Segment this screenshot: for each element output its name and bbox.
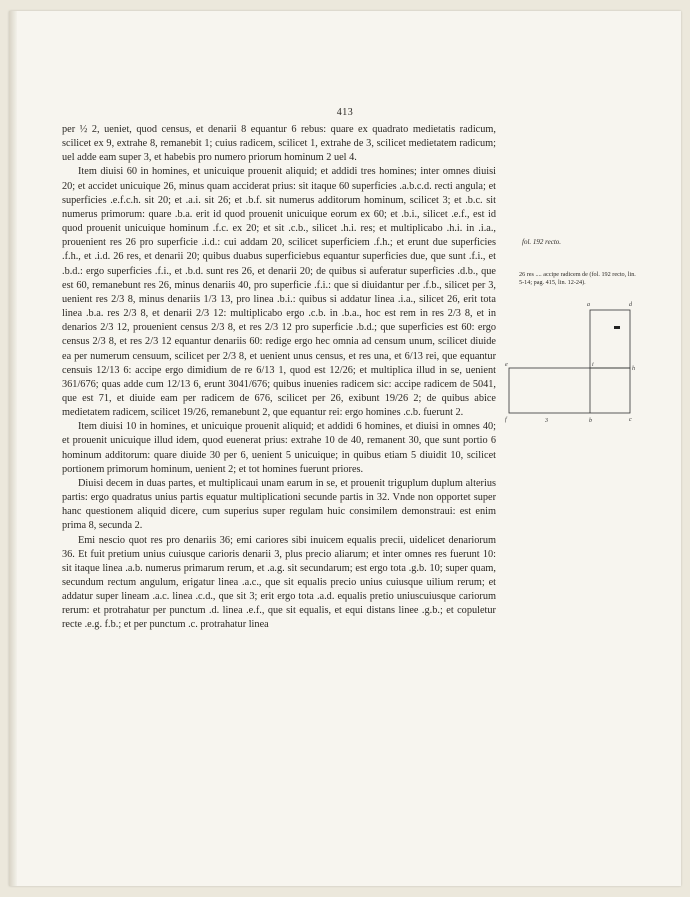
figure-label-three: 3: [545, 418, 548, 424]
margin-folio-reference: fol. 192 recto.: [522, 238, 562, 246]
page-number: 413: [336, 107, 354, 118]
paragraph-2: Item diuisi 60 in homines, et unicuique prouenit aliquid; et addidi tres homines; inter omnes diuisi 20; et accidet unicuique 26, minus quam acciderat prius: sit itaque 60 superficies .a.b.c.d. recti angula; et superficies .e.f.c.h. sit 20; et .a.i. sit 26; et .b.f. sit numerus additorum hominum, scilicet 3; et .b.c. sit numerus primorum: quare .b.a. erit id quod prouenit unicuique eorum ex 60; et .b.i., silicet .e.f., est id quod prouenit unicuique hominum .f.c. ex 20; et sit .c.b., silicet .h.i. res; et multiplicabo .h.i. in .i.a., prouenient res 26 pro superficie .i.d.: cui addam 20, scilicet superficiem .f.h.; et erunt due superficies .f.h., et .i.d. 26 res, et denarii 20; quibus duabus superficiebus equantur superficies due, que sunt .f.i., et .b.d.: ergo superficies .f.i., et .b.d. sunt res 26, et denarii 20; de quibus si auferatur superficies .d.b., que est 60, remanebunt res 26, minus denariis 40, pro superficie .f.i.: que si diuidantur per .f.b., silicet per 3, uenient res 2/3 8, minus denariis 1/3 13, pro linea .b.i.: quibus si addatur linea .i.a., silicet 26, erit tota linea .b.a. res 2/3 8, et denarii 2/3 12: multiplicabo ergo .c.b. in .b.a., hoc est rem in res 2/3 8, et in denarios 2/3 12, prouenient census 2/3 8, et res 2/3 12 pro superficie .b.d.; que superficies est 60: ergo census 2/3 8, et res 2/3 12 equantur denariis 60: redige ergo hec omnia ad censum unum, scilicet diuide ea per numerum censuum, scilicet per 2/3 8, et uenient unus census, et res una, et 6/13 rei, que equantur censuis 12/13 6: accipe ergo dimidium de re 6/13 1, quod est 12/26; et multiplica illud in se, uenient 361/676; quas adde cum 12/13 6, erunt 3041/676; quibus inuenies radicem sic: accipe radicem de 5041, que est 71, et diuide eam per radicem de 676, scilicet per 26, exibunt 19/26 2; de quibus abice medietatem radicem, scilicet 19/26, remanebunt 2, que equantur rei: ergo homines .c.b. fuerunt 2.: [62, 166, 496, 419]
geometric-figure: [505, 296, 665, 441]
book-page: [9, 11, 681, 886]
figure-label-e: e: [505, 362, 508, 368]
margin-note: 26 res .... accipe radicem de (fol. 192 recto, lin. 5-14; pag. 415, lin. 12-24).: [519, 271, 636, 287]
figure-label-d: d: [629, 302, 632, 308]
figure-rect-upper: [590, 310, 630, 368]
paragraph-5: Emi nescio quot res pro denariis 36; emi cariores sibi inuicem equalis precii, uidelicet denariorum 36. Et fuit pretium unius cuiusque carioris denarii 3, plus precio aliarum; et inter omnes res fuerunt 10: sit itaque linea .a.b. numerus primarum rerum, et .a.g. sit secundarum; est ergo tota .g.b. 10; super quam, secundum rectum angulum, erigatur linea .a.c., que sit equalis precio unius cuiusque uilium rerum; et addatur super lineam .a.c. linea .c.d., que sit 3; erit ergo tota .a.d. equalis pretio uniuscuiusque cariorum rerum: et protrahatur per punctum .d. linea .e.f., que sit equalis, et equi distans linee .g.b.; et copuletur recte .e.g. f.b.; et per punctum .c. protrahatur linea: [62, 534, 496, 631]
figure-label-c: c: [629, 417, 632, 423]
paragraph-1: per ½ 2, ueniet, quod census, et denarii 8 equantur 6 rebus: quare ex quadrato medietatis radicum, scilicet ex 9, extrahe 8, remanebit 1; cuius radicem, scilicet 1, extrahe de 3, scilicet medietatem radicum; uel adde eam super 3, et habebis pro numero priorum hominum 2 uel 4.: [62, 124, 496, 164]
figure-label-i: i: [592, 362, 594, 368]
figure-diagram: [505, 296, 665, 436]
figure-label-b: b: [589, 418, 592, 424]
figure-mark: [614, 326, 620, 329]
figure-label-f: f: [505, 417, 507, 423]
figure-label-a: a: [587, 302, 590, 308]
page-spine-shadow: [9, 11, 17, 886]
paragraph-4: Diuisi decem in duas partes, et multiplicaui unam earum in se, et prouenit triguplum duplum alterius partis: ergo quadratus unius partis equatur multiplicationi secunde partis in 32. Vnde non opportet super hanc questionem aliquid dicere, cum superius super regulam huic consimilem demonstraui: est enim prima 8, secunda 2.: [62, 477, 496, 532]
figure-label-h: h: [632, 366, 635, 372]
figure-rect-lower: [509, 368, 630, 413]
paragraph-3: Item diuisi 10 in homines, et unicuique prouenit aliquid; et addidi 6 homines, et diuisi in omnes 40; et prouenit unicuique illud idem, quod euenerat prius: extrahe 10 de 40, remanent 30, que sunt portio 6 hominum additorum: quare diuide 30 per 6, uenient 5 unicuique; in quibus etiam 5 diuidit 10, scilicet portionem primorum hominum, uenient 2; et tot homines fuerunt priores.: [62, 421, 496, 475]
main-text: [62, 123, 496, 633]
